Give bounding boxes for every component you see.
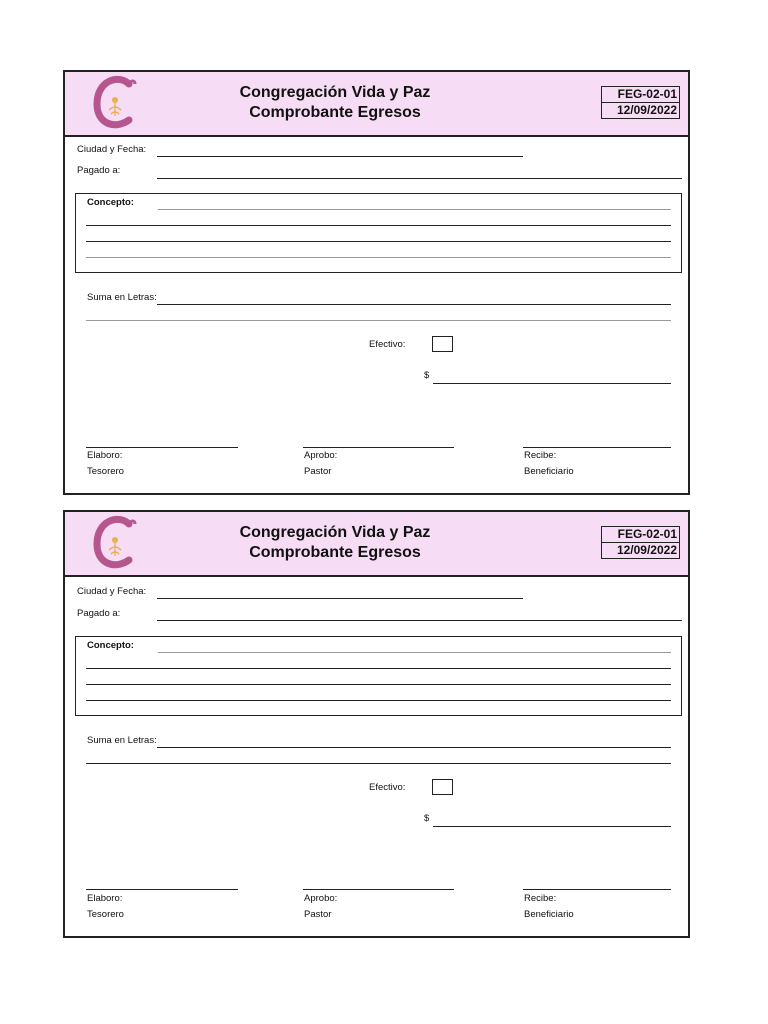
concept-line[interactable] xyxy=(158,652,671,653)
amount-words-field-2[interactable] xyxy=(86,763,671,764)
currency-symbol: $ xyxy=(424,813,430,824)
prepared-role: Tesorero xyxy=(87,909,124,920)
voucher-1 xyxy=(63,70,690,495)
currency-symbol: $ xyxy=(424,370,430,381)
org-name: Congregación Vida y Paz xyxy=(239,524,431,541)
amount-field[interactable] xyxy=(433,826,671,827)
concept-box xyxy=(75,636,682,716)
voucher-title xyxy=(185,83,485,123)
city-date-label: Ciudad y Fecha: xyxy=(77,144,147,155)
concept-line[interactable] xyxy=(86,241,671,242)
cash-checkbox[interactable] xyxy=(432,336,453,352)
concept-line[interactable] xyxy=(86,700,671,701)
form-date: 12/09/2022 xyxy=(602,542,679,558)
voucher-2 xyxy=(63,510,690,938)
voucher-header xyxy=(65,512,688,577)
paid-to-field[interactable] xyxy=(157,620,682,621)
city-date-label: Ciudad y Fecha: xyxy=(77,586,147,597)
concept-line[interactable] xyxy=(86,225,671,226)
amount-words-field[interactable] xyxy=(157,747,671,748)
amount-words-label: Suma en Letras: xyxy=(87,292,157,303)
form-code: FEG-02-01 xyxy=(617,527,677,541)
received-signature-line[interactable] xyxy=(523,889,671,890)
concept-line[interactable] xyxy=(86,257,671,258)
prepared-signature-line[interactable] xyxy=(86,889,238,890)
concept-box xyxy=(75,193,682,273)
form-date: 12/09/2022 xyxy=(602,102,679,118)
received-role: Beneficiario xyxy=(524,909,574,920)
received-label: Recibe: xyxy=(524,450,557,461)
cash-label: Efectivo: xyxy=(369,782,406,793)
prepared-label: Elaboro: xyxy=(87,450,123,461)
city-date-field[interactable] xyxy=(157,156,523,157)
approved-signature-line[interactable] xyxy=(303,889,454,890)
prepared-signature-line[interactable] xyxy=(86,447,238,448)
paid-to-label: Pagado a: xyxy=(77,165,121,176)
doc-title: Comprobante Egresos xyxy=(249,104,421,121)
prepared-role: Tesorero xyxy=(87,466,124,477)
amount-words-field[interactable] xyxy=(157,304,671,305)
amount-words-label: Suma en Letras: xyxy=(87,735,157,746)
paid-to-label: Pagado a: xyxy=(77,608,121,619)
congregation-c-logo-icon xyxy=(89,74,141,132)
code-box xyxy=(601,526,680,559)
approved-signature-line[interactable] xyxy=(303,447,454,448)
cash-label: Efectivo: xyxy=(369,339,406,350)
received-role: Beneficiario xyxy=(524,466,574,477)
concept-line[interactable] xyxy=(158,209,671,210)
approved-label: Aprobo: xyxy=(304,450,338,461)
form-code: FEG-02-01 xyxy=(617,87,677,101)
congregation-c-logo-icon xyxy=(89,514,141,572)
received-label: Recibe: xyxy=(524,893,557,904)
city-date-field[interactable] xyxy=(157,598,523,599)
concept-label: Concepto: xyxy=(87,197,134,208)
received-signature-line[interactable] xyxy=(523,447,671,448)
code-box xyxy=(601,86,680,119)
cash-checkbox[interactable] xyxy=(432,779,453,795)
paid-to-field[interactable] xyxy=(157,178,682,179)
concept-line[interactable] xyxy=(86,684,671,685)
concept-label: Concepto: xyxy=(87,640,134,651)
approved-label: Aprobo: xyxy=(304,893,338,904)
prepared-label: Elaboro: xyxy=(87,893,123,904)
amount-words-field-2[interactable] xyxy=(86,320,671,321)
amount-field[interactable] xyxy=(433,383,671,384)
voucher-title xyxy=(185,523,485,563)
doc-title: Comprobante Egresos xyxy=(249,544,421,561)
approved-role: Pastor xyxy=(304,909,332,920)
approved-role: Pastor xyxy=(304,466,332,477)
concept-line[interactable] xyxy=(86,668,671,669)
voucher-header xyxy=(65,72,688,137)
org-name: Congregación Vida y Paz xyxy=(239,84,431,101)
